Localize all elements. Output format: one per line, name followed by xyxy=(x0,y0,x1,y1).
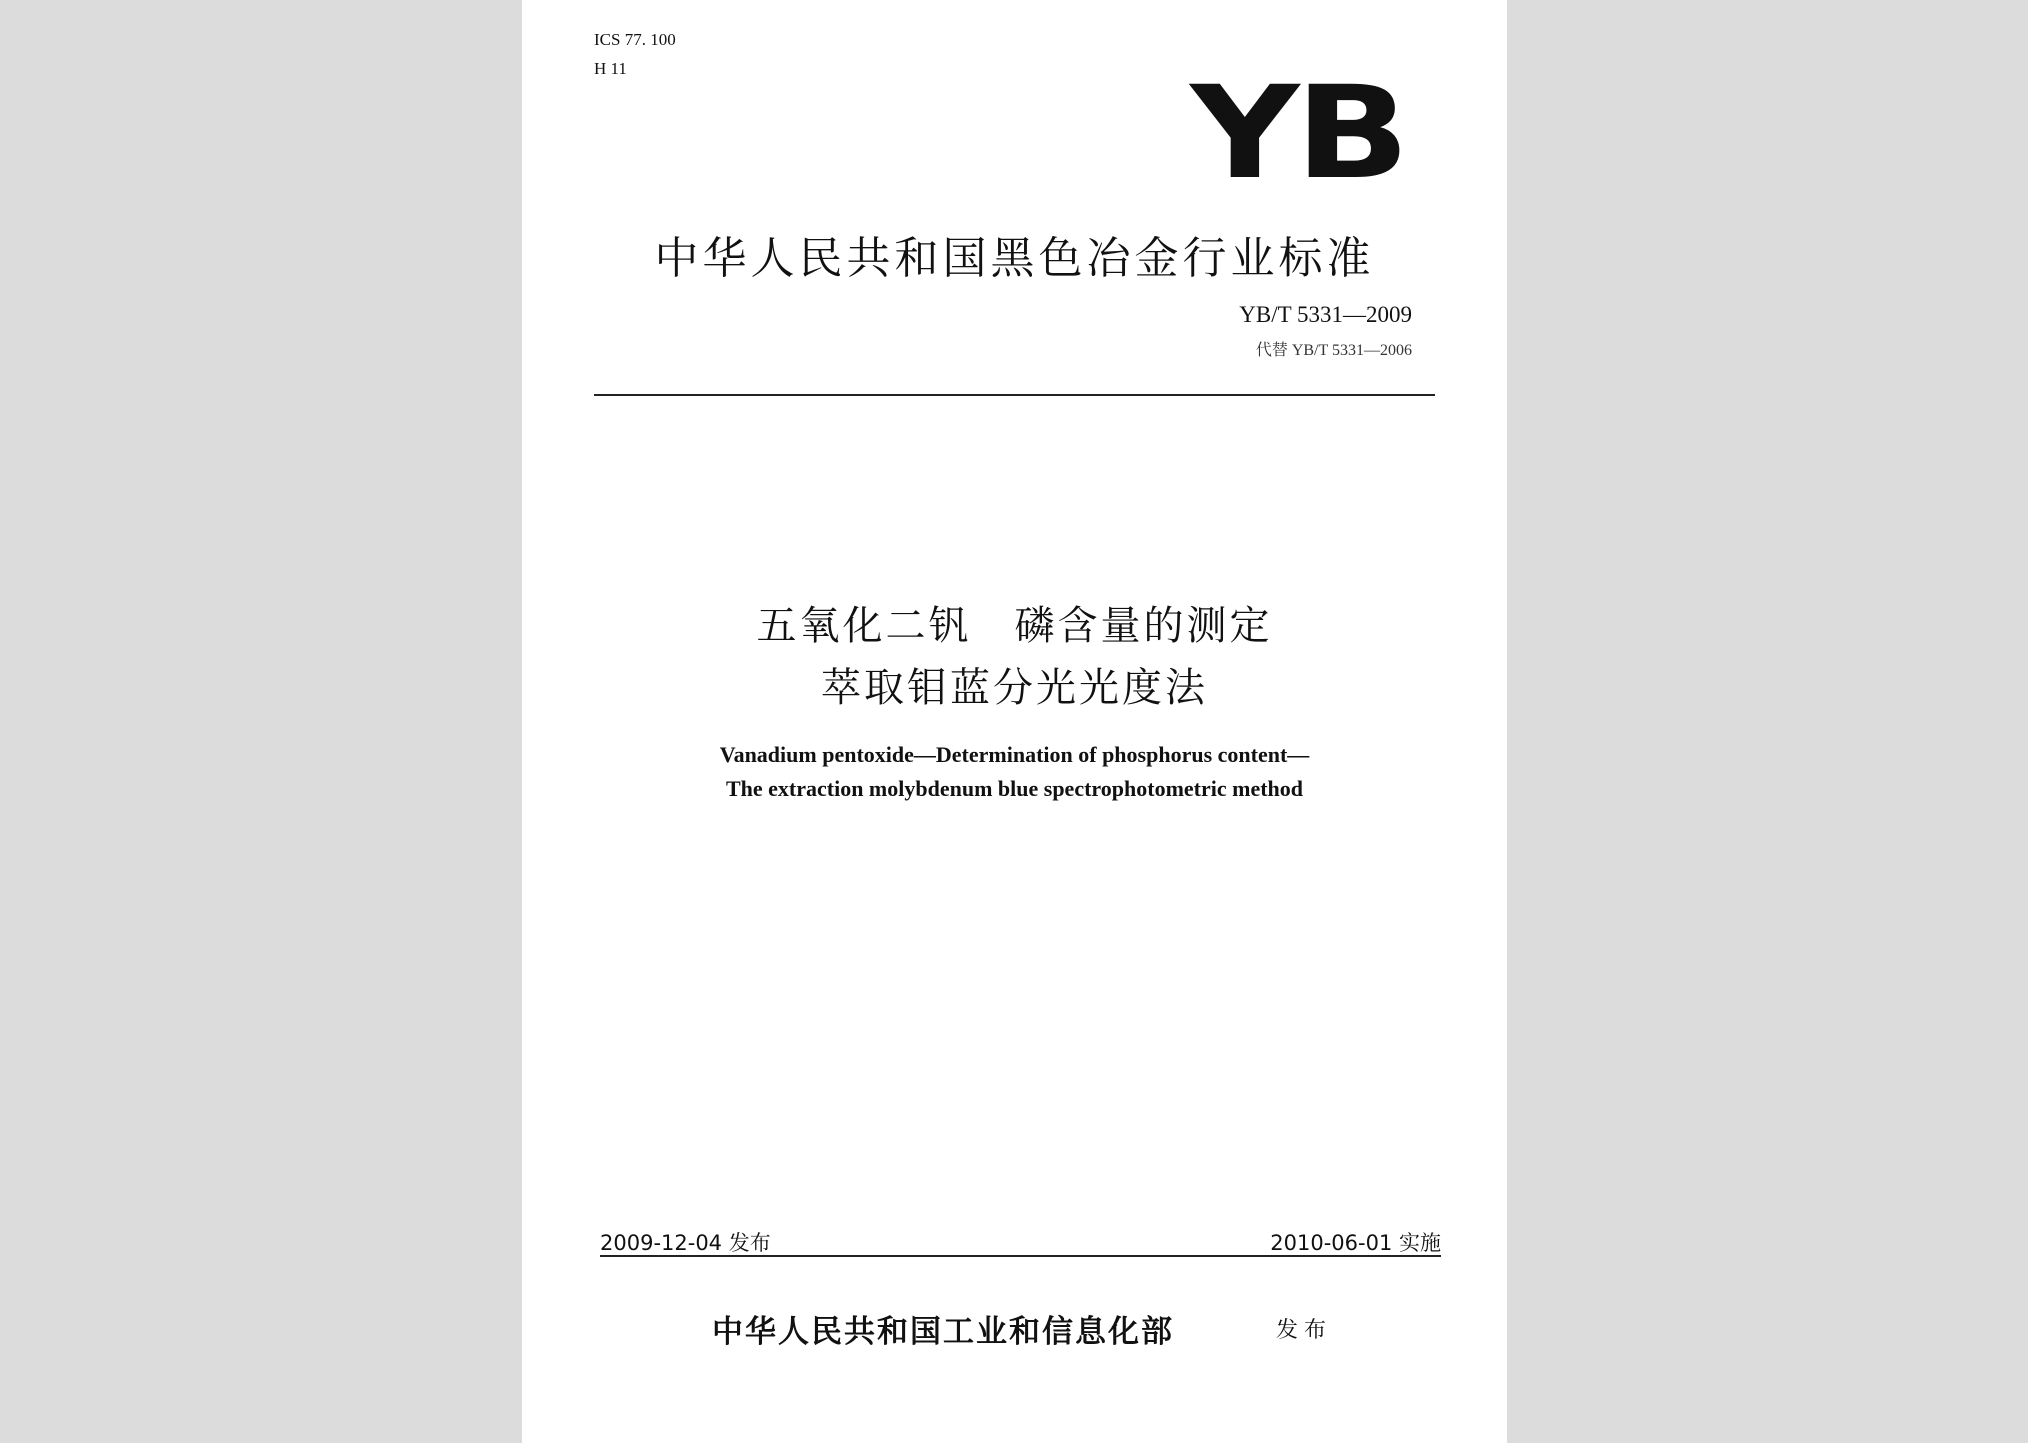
issue-date: 2009-12-04 发布 xyxy=(600,1231,771,1255)
footer-divider xyxy=(600,1255,1441,1257)
ccs-code: H 11 xyxy=(594,59,627,78)
ics-code: ICS 77. 100 xyxy=(594,30,676,49)
document-page xyxy=(522,0,1507,1443)
chinese-title-line-1: 五氧化二钒 磷含量的测定 xyxy=(756,603,1273,649)
chinese-title-line-2: 萃取钼蓝分光光度法 xyxy=(821,665,1208,711)
issuing-authority: 中华人民共和国工业和信息化部 xyxy=(712,1314,1174,1350)
english-title-line-2: The extraction molybdenum blue spectrophotometric method xyxy=(725,776,1304,801)
replaces-standard: 代替 YB/T 5331—2006 xyxy=(1255,342,1412,359)
organization-title: 中华人民共和国黑色冶金行业标准 xyxy=(654,233,1375,284)
english-title-line-1: Vanadium pentoxide—Determination of phosphorus content— xyxy=(719,742,1310,767)
implementation-date: 2010-06-01 实施 xyxy=(1270,1231,1441,1255)
standard-number: YB/T 5331—2009 xyxy=(1239,302,1412,327)
yb-logo: YB xyxy=(1189,59,1405,208)
header-divider xyxy=(594,394,1435,396)
issue-label: 发布 xyxy=(1276,1318,1333,1343)
